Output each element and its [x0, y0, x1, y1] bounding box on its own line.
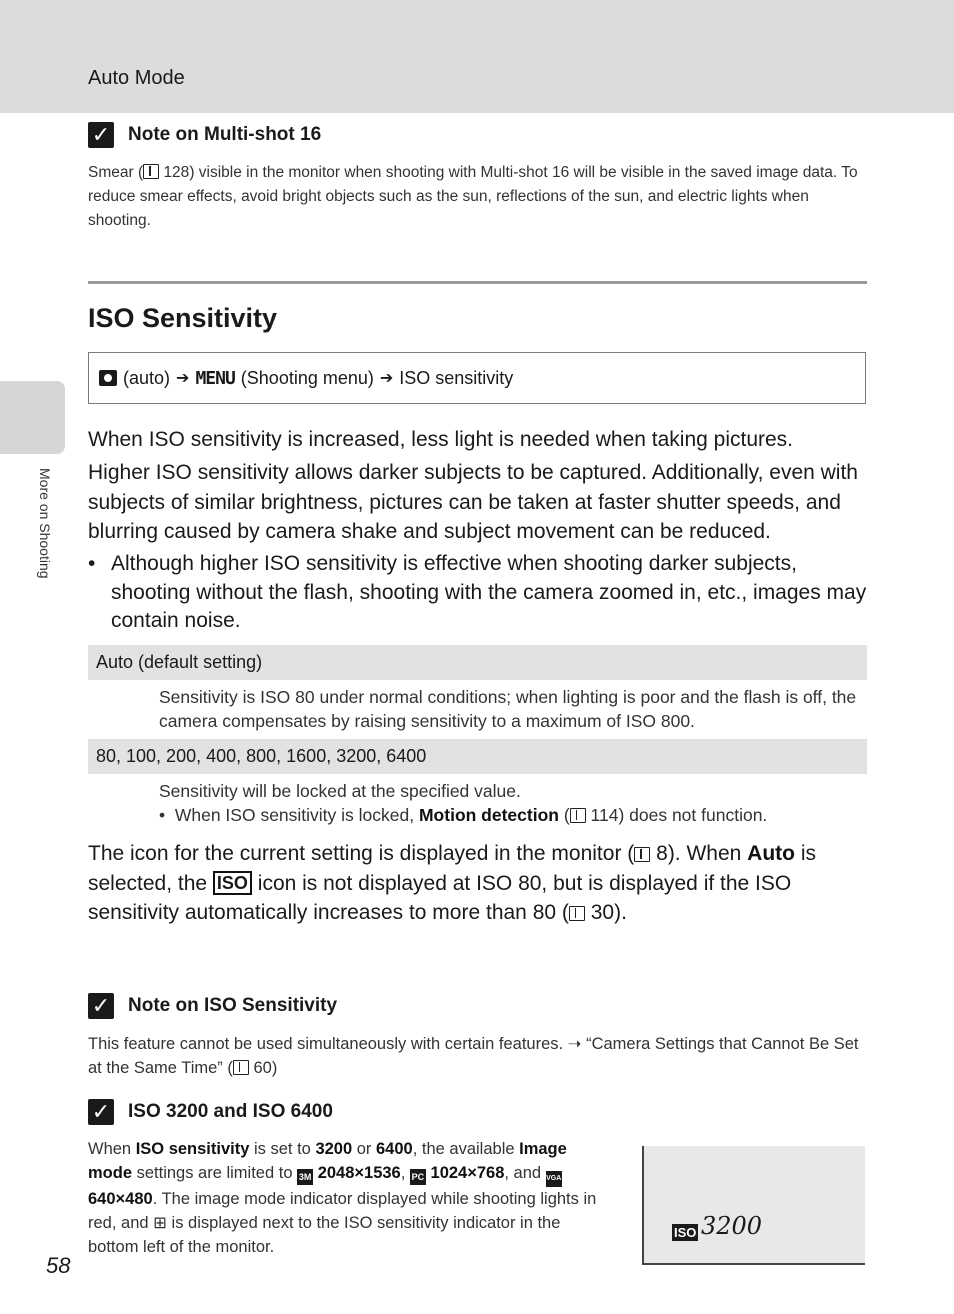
path-auto: (auto) [123, 367, 171, 388]
chapter-title: Auto Mode [88, 67, 185, 89]
path-target: ISO sensitivity [399, 367, 514, 388]
section-title: ISO Sensitivity [88, 303, 278, 333]
book-reference-icon [143, 164, 159, 179]
monitor-illustration [642, 1146, 865, 1265]
book-reference-icon [634, 847, 650, 862]
note-iso3200-body: When ISO sensitivity is set to 3200 or 6400, the available Image mode settings are limited to 3M 2048×1536, PC 1024×768, and VGA 640×480. The image mode indicator displayed while shooting lights in red, and ⊞ is displayed next to the ISO sensitivity indicator in the bottom left of the monitor. [88, 1140, 597, 1256]
page-number: 58 [46, 1253, 71, 1278]
side-tab-label: More on Shooting [37, 468, 53, 579]
iso-icon: ISO [213, 871, 252, 895]
arrow-right-icon: ➔ [379, 370, 394, 387]
option-auto-desc: Sensitivity is ISO 80 under normal conditions; when lighting is poor and the flash is off, the camera compensates by raising sensitivity to a maximum of ISO 800. [159, 687, 857, 731]
option-auto-label: Auto (default setting) [88, 645, 867, 680]
menu-icon: MENU [195, 367, 235, 389]
note-multishot-heading [88, 122, 321, 148]
note-iso3200-heading [88, 1099, 333, 1125]
side-tab [0, 381, 65, 454]
path-shooting-menu: (Shooting menu) [240, 367, 374, 388]
note-title: ISO 3200 and ISO 6400 [128, 1101, 333, 1122]
intro-paragraph-2: Higher ISO sensitivity allows darker subjects to be captured. Additionally, even with subjects of similar brightness, pictures can be taken at faster shutter speeds, and blurring caused by camera shake and subject movement can be reduced. [88, 461, 858, 543]
book-reference-icon [569, 906, 585, 921]
note-iso-body: This feature cannot be used simultaneously with certain features. ➝ “Camera Settings that Cannot Be Set at the Same Time” ( 60) [88, 1035, 859, 1077]
image-mode-3m-icon: 3M [297, 1169, 313, 1185]
book-reference-icon [233, 1060, 249, 1075]
grid-indicator-icon: ⊞ [153, 1214, 167, 1232]
bullet-dot: • [159, 805, 175, 825]
intro-paragraph-1: When ISO sensitivity is increased, less light is needed when taking pictures. [88, 428, 794, 451]
noise-bullet: • Although higher ISO sensitivity is effective when shooting darker subjects, shooting without the flash, shooting with the camera zoomed in, etc., images may contain noise. [88, 552, 867, 632]
arrow-right-icon: ➔ [176, 370, 190, 387]
image-mode-vga-icon: VGA [546, 1171, 562, 1187]
note-title: Note on ISO Sensitivity [128, 995, 338, 1016]
note-multishot-body: Smear ( 128) visible in the monitor when shooting with Multi-shot 16 will be visible in the saved image data. To reduce smear effects, avoid bright objects such as the sun, reflections of the sun, and electric lights when shooting. [88, 164, 858, 229]
monitor-iso-value: 3200 [701, 1212, 763, 1240]
option-values-desc: Sensitivity will be locked at the specified value. [159, 781, 521, 801]
image-mode-pc-icon: PC [410, 1169, 426, 1185]
note-iso-heading [88, 993, 337, 1019]
monitor-iso-icon: ISO [674, 1225, 697, 1240]
option-values-label: 80, 100, 200, 400, 800, 1600, 3200, 6400 [88, 739, 867, 774]
camera-icon [99, 370, 117, 386]
book-reference-icon [570, 808, 586, 823]
checkmark-icon: ✓ [88, 1099, 114, 1125]
checkmark-icon: ✓ [88, 122, 114, 148]
option-values-bullet: • When ISO sensitivity is locked, Motion detection ( 114) does not function. [159, 805, 768, 825]
note-title: Note on Multi-shot 16 [128, 124, 322, 145]
bullet-dot: • [88, 552, 96, 575]
menu-path [88, 352, 866, 404]
icon-paragraph: The icon for the current setting is displayed in the monitor ( 8). When Auto is selected, the ISO icon is not displayed at ISO 80, but is displayed if the ISO sensitivity automatically increases to more than 80 ( 30). [88, 842, 816, 924]
section-divider [88, 281, 867, 284]
header-band [0, 0, 954, 113]
checkmark-icon: ✓ [88, 993, 114, 1019]
